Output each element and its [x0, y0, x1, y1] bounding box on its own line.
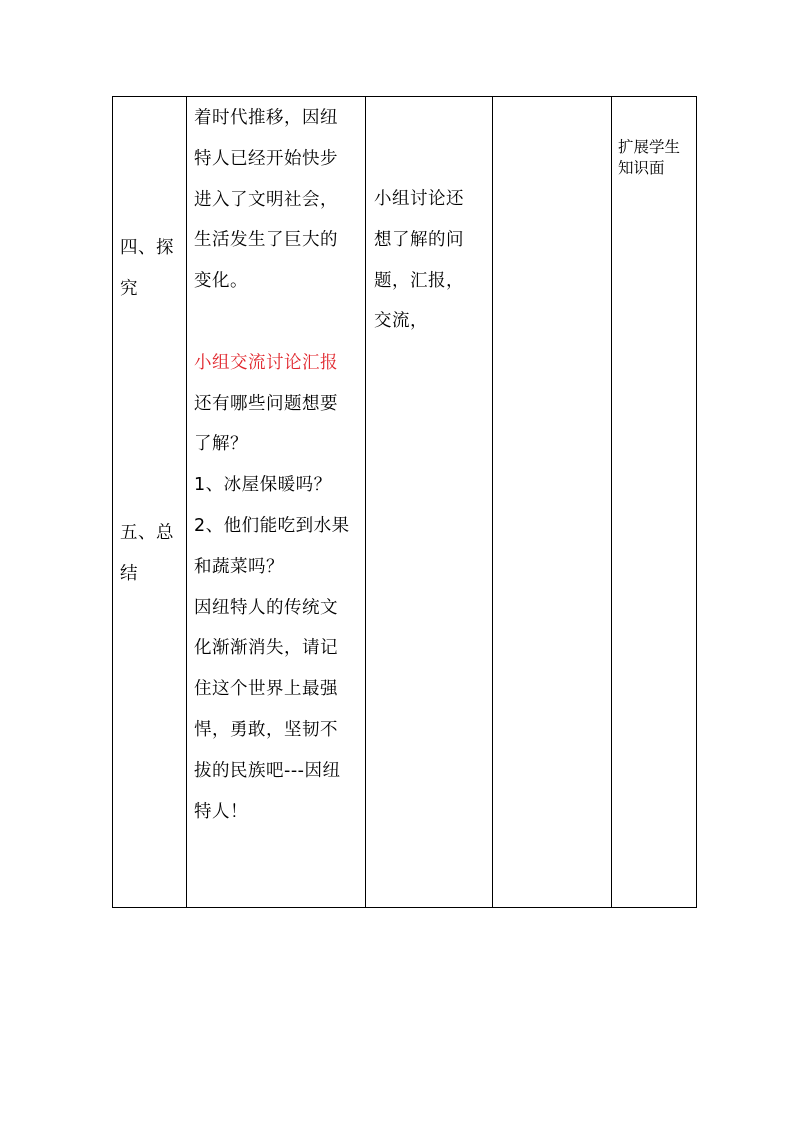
stage-summary-line-1: 五、总 — [120, 523, 174, 543]
student-line: 题，汇报， — [374, 270, 464, 291]
student-line: 小组讨论还 — [374, 189, 464, 209]
student-activity-cell — [366, 97, 493, 908]
student-activity — [374, 179, 464, 342]
content-spacer — [194, 302, 350, 343]
stage-cell — [113, 97, 187, 908]
stage-explore-line-1: 四、探 — [120, 238, 174, 258]
teaching-content-cell — [187, 97, 366, 908]
content-line: 着时代推移，因纽 — [194, 108, 338, 128]
content-line: 特人！ — [194, 801, 248, 822]
content-line: 悍，勇敢，坚韧不 — [194, 719, 338, 740]
stage-summary — [120, 513, 174, 595]
stage-explore — [120, 228, 174, 310]
empty-cell — [493, 97, 612, 908]
design-intent-text: 扩展学生知识面 — [618, 138, 681, 177]
content-line: 变化。 — [194, 271, 248, 292]
content-line: 了解？ — [194, 434, 248, 455]
content-line: 进入了文明社会， — [194, 189, 338, 210]
question-1: 1、冰屋保暖吗？ — [194, 475, 332, 496]
stage-summary-line-2: 结 — [120, 563, 138, 584]
content-line: 特人已经开始快步 — [194, 148, 338, 169]
content-line: 拔的民族吧---因纽 — [194, 760, 341, 781]
student-line: 交流， — [374, 311, 428, 332]
table-row — [113, 97, 697, 908]
design-intent-cell — [612, 97, 697, 908]
content-line: 和蔬菜吗？ — [194, 556, 284, 577]
question-2: 2、他们能吃到水果 — [194, 515, 350, 536]
content-line: 因纽特人的传统文 — [194, 597, 338, 618]
stage-explore-line-2: 究 — [120, 278, 138, 299]
content-line: 还有哪些问题想要 — [194, 393, 338, 414]
lesson-plan-table — [112, 96, 697, 908]
student-line: 想了解的问 — [374, 229, 464, 250]
teaching-content — [194, 98, 350, 832]
group-report-heading: 小组交流讨论汇报 — [194, 352, 338, 373]
content-line: 化渐渐消失，请记 — [194, 638, 338, 659]
content-line: 生活发生了巨大的 — [194, 230, 338, 251]
content-line: 住这个世界上最强 — [194, 679, 338, 700]
